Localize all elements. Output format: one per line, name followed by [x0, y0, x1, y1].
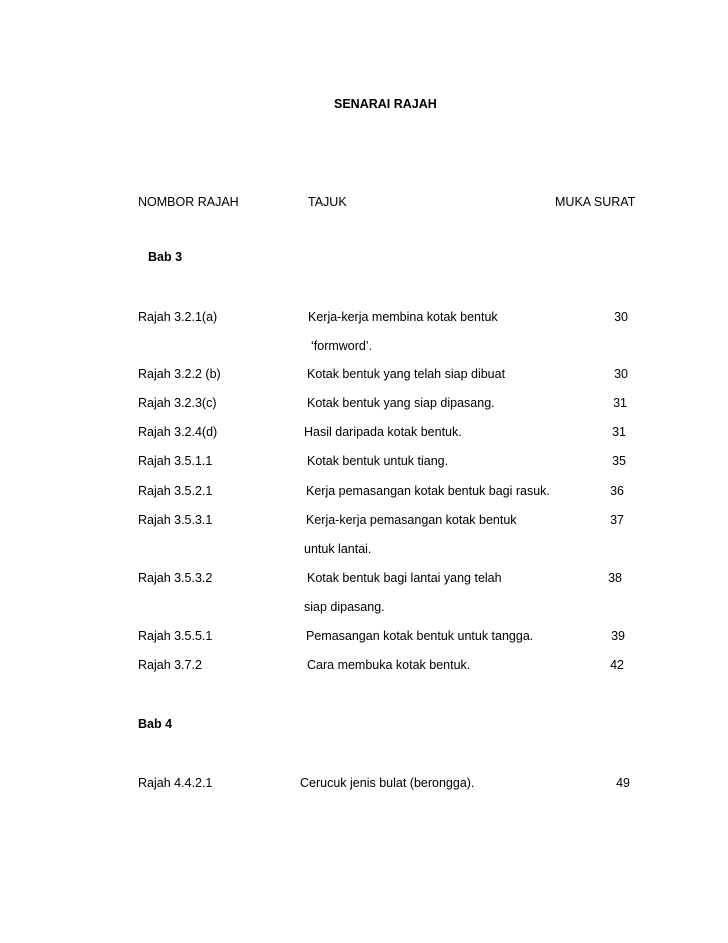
figure-number: Rajah 3.5.2.1	[138, 484, 213, 498]
header-nombor-rajah: NOMBOR RAJAH	[138, 195, 239, 209]
figure-title: Hasil daripada kotak bentuk.	[304, 425, 462, 439]
page-number: 42	[610, 658, 624, 672]
figure-title-continued: ‘formword’.	[311, 339, 373, 353]
page-number: 39	[611, 629, 625, 643]
page-number: 35	[612, 454, 626, 468]
page-number: 37	[610, 513, 624, 527]
figure-number: Rajah 3.7.2	[138, 658, 202, 672]
figure-title: Kotak bentuk yang telah siap dibuat	[307, 367, 506, 381]
figure-number: Rajah 3.5.5.1	[138, 629, 213, 643]
page-number: 30	[614, 367, 628, 381]
figure-number: Rajah 3.2.2 (b)	[138, 367, 221, 381]
figure-title: Kerja-kerja membina kotak bentuk	[308, 310, 498, 324]
page-number: 38	[608, 571, 622, 585]
page-number: 49	[616, 776, 630, 790]
figure-title: Cerucuk jenis bulat (berongga).	[300, 776, 475, 790]
figure-number: Rajah 4.4.2.1	[138, 776, 213, 790]
figure-title: Kerja pemasangan kotak bentuk bagi rasuk.	[306, 484, 550, 498]
figure-title: Kotak bentuk untuk tiang.	[307, 454, 449, 468]
figure-number: Rajah 3.5.3.1	[138, 513, 213, 527]
page-number: 31	[613, 396, 627, 410]
figure-number: Rajah 3.2.1(a)	[138, 310, 218, 324]
section-heading-bab-3: Bab 3	[148, 250, 183, 264]
figure-title: Kerja-kerja pemasangan kotak bentuk	[306, 513, 517, 527]
figure-title: Kotak bentuk yang siap dipasang.	[307, 396, 495, 410]
header-muka-surat: MUKA SURAT	[555, 195, 636, 209]
figure-number: Rajah 3.2.4(d)	[138, 425, 218, 439]
page-title: SENARAI RAJAH	[334, 97, 437, 111]
figure-title-continued: siap dipasang.	[304, 600, 385, 614]
figure-title: Kotak bentuk bagi lantai yang telah	[307, 571, 502, 585]
figure-number: Rajah 3.5.1.1	[138, 454, 213, 468]
page-number: 30	[614, 310, 628, 324]
page-number: 36	[610, 484, 624, 498]
page-number: 31	[612, 425, 626, 439]
figure-number: Rajah 3.2.3(c)	[138, 396, 217, 410]
section-heading-bab-4: Bab 4	[138, 717, 173, 731]
figure-title: Cara membuka kotak bentuk.	[307, 658, 471, 672]
header-tajuk: TAJUK	[308, 195, 347, 209]
figure-title-continued: untuk lantai.	[304, 542, 372, 556]
figure-number: Rajah 3.5.3.2	[138, 571, 213, 585]
figure-title: Pemasangan kotak bentuk untuk tangga.	[306, 629, 534, 643]
